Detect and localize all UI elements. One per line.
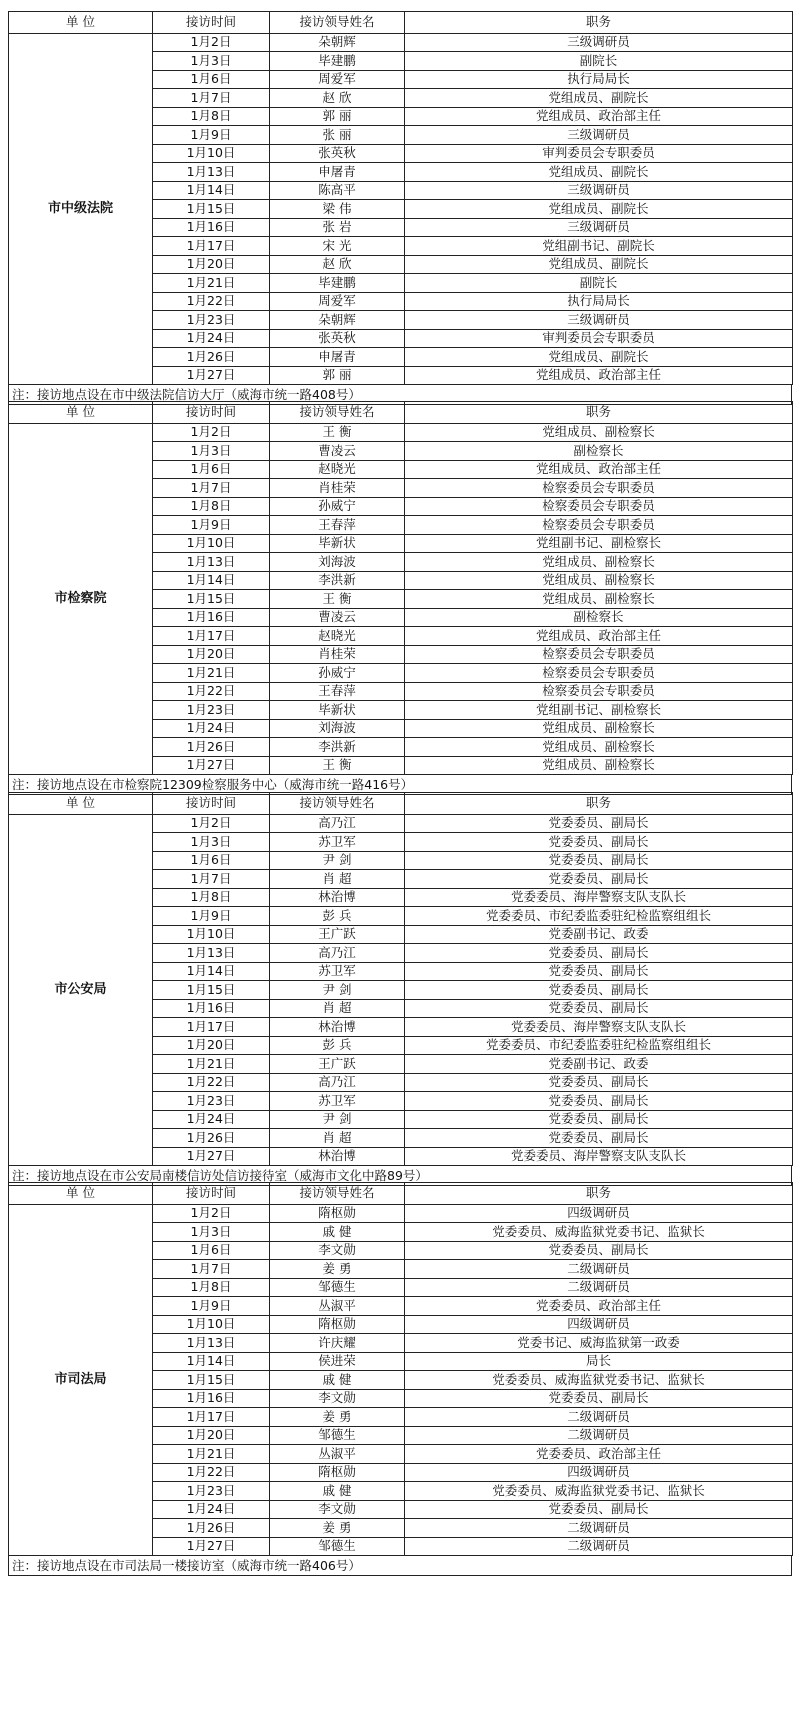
date-cell: 1月6日 xyxy=(153,851,270,870)
leader-name-cell: 赵晓光 xyxy=(270,460,405,479)
position-cell: 二级调研员 xyxy=(405,1278,793,1297)
position-cell: 副院长 xyxy=(405,52,793,71)
position-cell: 局长 xyxy=(405,1352,793,1371)
date-cell: 1月27日 xyxy=(153,366,270,385)
date-cell: 1月21日 xyxy=(153,1445,270,1464)
name-header: 接访领导姓名 xyxy=(270,793,405,815)
leader-name-cell: 赵 欣 xyxy=(270,89,405,108)
leader-name-cell: 林治博 xyxy=(270,1147,405,1166)
date-cell: 1月8日 xyxy=(153,497,270,516)
date-cell: 1月3日 xyxy=(153,442,270,461)
date-header: 接访时间 xyxy=(153,793,270,815)
position-cell: 检察委员会专职委员 xyxy=(405,479,793,498)
date-cell: 1月3日 xyxy=(153,1223,270,1242)
position-header: 职务 xyxy=(405,793,793,815)
leader-name-cell: 周爱军 xyxy=(270,292,405,311)
date-cell: 1月2日 xyxy=(153,33,270,52)
leader-name-cell: 王 衡 xyxy=(270,423,405,442)
date-cell: 1月3日 xyxy=(153,833,270,852)
position-cell: 党委副书记、政委 xyxy=(405,925,793,944)
section-justice-bureau xyxy=(8,1182,792,1576)
leader-name-cell: 隋枢勋 xyxy=(270,1204,405,1223)
date-cell: 1月23日 xyxy=(153,311,270,330)
leader-name-cell: 肖桂荣 xyxy=(270,645,405,664)
date-cell: 1月7日 xyxy=(153,870,270,889)
position-cell: 四级调研员 xyxy=(405,1315,793,1334)
position-cell: 党委委员、副局长 xyxy=(405,1110,793,1129)
leader-name-cell: 申屠青 xyxy=(270,163,405,182)
date-cell: 1月10日 xyxy=(153,534,270,553)
leader-name-cell: 肖 超 xyxy=(270,999,405,1018)
position-cell: 党组副书记、副检察长 xyxy=(405,534,793,553)
leader-name-cell: 丛淑平 xyxy=(270,1445,405,1464)
position-cell: 党委委员、市纪委监委驻纪检监察组组长 xyxy=(405,907,793,926)
leader-name-cell: 戚 健 xyxy=(270,1371,405,1390)
leader-name-cell: 王 衡 xyxy=(270,756,405,775)
table-row xyxy=(9,814,793,833)
date-cell: 1月14日 xyxy=(153,571,270,590)
leader-name-cell: 曹凌云 xyxy=(270,608,405,627)
leader-name-cell: 毕新状 xyxy=(270,701,405,720)
position-cell: 党组成员、政治部主任 xyxy=(405,107,793,126)
position-cell: 执行局局长 xyxy=(405,70,793,89)
leader-name-cell: 肖 超 xyxy=(270,870,405,889)
date-cell: 1月17日 xyxy=(153,627,270,646)
position-cell: 党委委员、副局长 xyxy=(405,1389,793,1408)
date-cell: 1月22日 xyxy=(153,292,270,311)
leader-name-cell: 曹凌云 xyxy=(270,442,405,461)
position-cell: 党委委员、副局长 xyxy=(405,833,793,852)
position-cell: 三级调研员 xyxy=(405,33,793,52)
position-cell: 党组成员、副检察长 xyxy=(405,756,793,775)
date-header: 接访时间 xyxy=(153,402,270,424)
date-cell: 1月17日 xyxy=(153,1408,270,1427)
position-cell: 党委委员、海岸警察支队支队长 xyxy=(405,1147,793,1166)
leader-name-cell: 彭 兵 xyxy=(270,1036,405,1055)
leader-name-cell: 申屠青 xyxy=(270,348,405,367)
leader-name-cell: 刘海波 xyxy=(270,553,405,572)
position-cell: 党委委员、副局长 xyxy=(405,851,793,870)
date-cell: 1月27日 xyxy=(153,1537,270,1556)
date-cell: 1月27日 xyxy=(153,1147,270,1166)
position-cell: 二级调研员 xyxy=(405,1426,793,1445)
leader-name-cell: 王 衡 xyxy=(270,590,405,609)
leader-name-cell: 赵晓光 xyxy=(270,627,405,646)
position-cell: 检察委员会专职委员 xyxy=(405,497,793,516)
name-header: 接访领导姓名 xyxy=(270,1183,405,1205)
position-cell: 党组成员、副检察长 xyxy=(405,571,793,590)
date-cell: 1月24日 xyxy=(153,1500,270,1519)
name-header: 接访领导姓名 xyxy=(270,12,405,34)
date-cell: 1月23日 xyxy=(153,1092,270,1111)
location-note: 注：接访地点设在市中级法院信访大厅（威海市统一路408号） xyxy=(8,385,792,405)
position-header: 职务 xyxy=(405,12,793,34)
date-cell: 1月26日 xyxy=(153,1519,270,1538)
leader-name-cell: 李文勋 xyxy=(270,1389,405,1408)
date-cell: 1月23日 xyxy=(153,1482,270,1501)
date-cell: 1月3日 xyxy=(153,52,270,71)
date-cell: 1月8日 xyxy=(153,107,270,126)
date-cell: 1月16日 xyxy=(153,999,270,1018)
leader-name-cell: 隋枢勋 xyxy=(270,1315,405,1334)
leader-name-cell: 姜 勇 xyxy=(270,1519,405,1538)
date-cell: 1月15日 xyxy=(153,590,270,609)
leader-name-cell: 尹 剑 xyxy=(270,981,405,1000)
date-cell: 1月13日 xyxy=(153,944,270,963)
date-cell: 1月13日 xyxy=(153,163,270,182)
date-cell: 1月2日 xyxy=(153,1204,270,1223)
header-row xyxy=(9,793,793,815)
schedule-table xyxy=(8,401,793,775)
position-cell: 三级调研员 xyxy=(405,218,793,237)
date-cell: 1月20日 xyxy=(153,645,270,664)
position-cell: 党组成员、副院长 xyxy=(405,89,793,108)
date-cell: 1月24日 xyxy=(153,719,270,738)
position-cell: 检察委员会专职委员 xyxy=(405,682,793,701)
position-cell: 党委委员、威海监狱党委书记、监狱长 xyxy=(405,1223,793,1242)
position-cell: 党委副书记、政委 xyxy=(405,1055,793,1074)
position-cell: 执行局局长 xyxy=(405,292,793,311)
date-cell: 1月6日 xyxy=(153,1241,270,1260)
date-cell: 1月10日 xyxy=(153,1315,270,1334)
position-cell: 党委委员、副局长 xyxy=(405,944,793,963)
leader-name-cell: 彭 兵 xyxy=(270,907,405,926)
position-cell: 三级调研员 xyxy=(405,311,793,330)
leader-name-cell: 邹德生 xyxy=(270,1537,405,1556)
header-row xyxy=(9,402,793,424)
position-cell: 党委委员、海岸警察支队支队长 xyxy=(405,888,793,907)
leader-name-cell: 邹德生 xyxy=(270,1278,405,1297)
position-cell: 二级调研员 xyxy=(405,1537,793,1556)
date-cell: 1月16日 xyxy=(153,1389,270,1408)
position-cell: 党委委员、威海监狱党委书记、监狱长 xyxy=(405,1482,793,1501)
position-cell: 党组成员、副院长 xyxy=(405,200,793,219)
position-cell: 副检察长 xyxy=(405,608,793,627)
date-cell: 1月2日 xyxy=(153,423,270,442)
schedule-table xyxy=(8,1182,793,1556)
date-cell: 1月2日 xyxy=(153,814,270,833)
date-cell: 1月20日 xyxy=(153,1426,270,1445)
leader-name-cell: 邹德生 xyxy=(270,1426,405,1445)
schedule-table xyxy=(8,11,793,385)
leader-name-cell: 尹 剑 xyxy=(270,851,405,870)
position-cell: 党组成员、政治部主任 xyxy=(405,366,793,385)
leader-name-cell: 毕新状 xyxy=(270,534,405,553)
position-cell: 审判委员会专职委员 xyxy=(405,329,793,348)
position-cell: 党组副书记、副院长 xyxy=(405,237,793,256)
header-row xyxy=(9,1183,793,1205)
date-cell: 1月21日 xyxy=(153,274,270,293)
position-cell: 党委委员、副局长 xyxy=(405,1092,793,1111)
position-cell: 党委委员、海岸警察支队支队长 xyxy=(405,1018,793,1037)
date-cell: 1月6日 xyxy=(153,460,270,479)
leader-name-cell: 高乃江 xyxy=(270,814,405,833)
leader-name-cell: 王广跃 xyxy=(270,1055,405,1074)
date-cell: 1月13日 xyxy=(153,1334,270,1353)
date-cell: 1月26日 xyxy=(153,1129,270,1148)
position-cell: 党委委员、副局长 xyxy=(405,1241,793,1260)
leader-name-cell: 张英秋 xyxy=(270,144,405,163)
date-cell: 1月24日 xyxy=(153,329,270,348)
unit-header: 单 位 xyxy=(9,12,153,34)
position-cell: 三级调研员 xyxy=(405,181,793,200)
section-intermediate-court xyxy=(8,11,792,405)
position-cell: 党委委员、副局长 xyxy=(405,1129,793,1148)
unit-name: 市司法局 xyxy=(9,1204,153,1556)
leader-name-cell: 朵朝辉 xyxy=(270,33,405,52)
position-cell: 党组成员、副检察长 xyxy=(405,553,793,572)
position-cell: 检察委员会专职委员 xyxy=(405,645,793,664)
name-header: 接访领导姓名 xyxy=(270,402,405,424)
position-cell: 党组成员、副检察长 xyxy=(405,719,793,738)
date-cell: 1月14日 xyxy=(153,1352,270,1371)
position-cell: 三级调研员 xyxy=(405,126,793,145)
date-cell: 1月17日 xyxy=(153,237,270,256)
location-note: 注：接访地点设在市司法局一楼接访室（威海市统一路406号） xyxy=(8,1556,792,1576)
position-cell: 党委委员、副局长 xyxy=(405,999,793,1018)
position-cell: 党组成员、副检察长 xyxy=(405,423,793,442)
date-header: 接访时间 xyxy=(153,12,270,34)
leader-name-cell: 郭 丽 xyxy=(270,366,405,385)
position-cell: 副院长 xyxy=(405,274,793,293)
leader-name-cell: 宋 光 xyxy=(270,237,405,256)
schedule-table xyxy=(8,792,793,1166)
position-cell: 党委委员、副局长 xyxy=(405,962,793,981)
position-cell: 党组成员、副院长 xyxy=(405,163,793,182)
leader-name-cell: 林治博 xyxy=(270,1018,405,1037)
leader-name-cell: 王广跃 xyxy=(270,925,405,944)
unit-name: 市检察院 xyxy=(9,423,153,775)
date-cell: 1月21日 xyxy=(153,664,270,683)
position-cell: 党组成员、副院长 xyxy=(405,255,793,274)
date-cell: 1月15日 xyxy=(153,981,270,1000)
leader-name-cell: 隋枢勋 xyxy=(270,1463,405,1482)
position-cell: 党委委员、政治部主任 xyxy=(405,1445,793,1464)
leader-name-cell: 苏卫军 xyxy=(270,1092,405,1111)
date-cell: 1月14日 xyxy=(153,181,270,200)
position-cell: 四级调研员 xyxy=(405,1463,793,1482)
position-header: 职务 xyxy=(405,402,793,424)
location-note: 注：接访地点设在市公安局南楼信访处信访接待室（威海市文化中路89号） xyxy=(8,1166,792,1186)
leader-name-cell: 张 岩 xyxy=(270,218,405,237)
leader-name-cell: 孙威宁 xyxy=(270,664,405,683)
date-cell: 1月13日 xyxy=(153,553,270,572)
unit-header: 单 位 xyxy=(9,1183,153,1205)
position-cell: 党组成员、副院长 xyxy=(405,348,793,367)
date-cell: 1月20日 xyxy=(153,1036,270,1055)
date-cell: 1月15日 xyxy=(153,1371,270,1390)
date-cell: 1月9日 xyxy=(153,516,270,535)
position-cell: 党委委员、副局长 xyxy=(405,814,793,833)
position-cell: 二级调研员 xyxy=(405,1519,793,1538)
date-cell: 1月26日 xyxy=(153,738,270,757)
date-cell: 1月16日 xyxy=(153,608,270,627)
leader-name-cell: 周爱军 xyxy=(270,70,405,89)
date-cell: 1月22日 xyxy=(153,1073,270,1092)
leader-name-cell: 肖桂荣 xyxy=(270,479,405,498)
date-cell: 1月10日 xyxy=(153,925,270,944)
date-cell: 1月22日 xyxy=(153,1463,270,1482)
leader-name-cell: 尹 剑 xyxy=(270,1110,405,1129)
leader-name-cell: 侯进荣 xyxy=(270,1352,405,1371)
date-cell: 1月7日 xyxy=(153,1260,270,1279)
date-cell: 1月9日 xyxy=(153,126,270,145)
date-cell: 1月7日 xyxy=(153,89,270,108)
table-row xyxy=(9,33,793,52)
date-cell: 1月15日 xyxy=(153,200,270,219)
leader-name-cell: 姜 勇 xyxy=(270,1260,405,1279)
leader-name-cell: 高乃江 xyxy=(270,944,405,963)
position-cell: 党委委员、副局长 xyxy=(405,1500,793,1519)
date-cell: 1月17日 xyxy=(153,1018,270,1037)
leader-name-cell: 梁 伟 xyxy=(270,200,405,219)
position-cell: 审判委员会专职委员 xyxy=(405,144,793,163)
date-cell: 1月8日 xyxy=(153,888,270,907)
position-cell: 党组成员、政治部主任 xyxy=(405,460,793,479)
leader-name-cell: 李文勋 xyxy=(270,1500,405,1519)
location-note: 注：接访地点设在市检察院12309检察服务中心（威海市统一路416号） xyxy=(8,775,792,795)
leader-name-cell: 许庆耀 xyxy=(270,1334,405,1353)
position-cell: 党委书记、威海监狱第一政委 xyxy=(405,1334,793,1353)
position-cell: 检察委员会专职委员 xyxy=(405,516,793,535)
date-cell: 1月9日 xyxy=(153,907,270,926)
leader-name-cell: 赵 欣 xyxy=(270,255,405,274)
leader-name-cell: 王春萍 xyxy=(270,516,405,535)
table-row xyxy=(9,423,793,442)
leader-name-cell: 林治博 xyxy=(270,888,405,907)
unit-header: 单 位 xyxy=(9,793,153,815)
section-procuratorate xyxy=(8,401,792,795)
position-cell: 党委委员、副局长 xyxy=(405,981,793,1000)
leader-name-cell: 陈高平 xyxy=(270,181,405,200)
position-cell: 党委委员、副局长 xyxy=(405,1073,793,1092)
position-cell: 党委委员、威海监狱党委书记、监狱长 xyxy=(405,1371,793,1390)
date-cell: 1月21日 xyxy=(153,1055,270,1074)
position-cell: 党组成员、副检察长 xyxy=(405,590,793,609)
position-cell: 党委委员、副局长 xyxy=(405,870,793,889)
unit-name: 市公安局 xyxy=(9,814,153,1166)
position-cell: 二级调研员 xyxy=(405,1260,793,1279)
leader-name-cell: 苏卫军 xyxy=(270,962,405,981)
section-public-security xyxy=(8,792,792,1186)
position-cell: 党委委员、市纪委监委驻纪检监察组组长 xyxy=(405,1036,793,1055)
date-cell: 1月26日 xyxy=(153,348,270,367)
leader-name-cell: 李洪新 xyxy=(270,571,405,590)
leader-name-cell: 戚 健 xyxy=(270,1482,405,1501)
position-cell: 二级调研员 xyxy=(405,1408,793,1427)
position-cell: 检察委员会专职委员 xyxy=(405,664,793,683)
leader-name-cell: 苏卫军 xyxy=(270,833,405,852)
leader-name-cell: 戚 健 xyxy=(270,1223,405,1242)
leader-name-cell: 肖 超 xyxy=(270,1129,405,1148)
date-cell: 1月24日 xyxy=(153,1110,270,1129)
leader-name-cell: 李文勋 xyxy=(270,1241,405,1260)
date-cell: 1月27日 xyxy=(153,756,270,775)
leader-name-cell: 毕建鹏 xyxy=(270,274,405,293)
position-cell: 副检察长 xyxy=(405,442,793,461)
leader-name-cell: 姜 勇 xyxy=(270,1408,405,1427)
date-cell: 1月20日 xyxy=(153,255,270,274)
leader-name-cell: 毕建鹏 xyxy=(270,52,405,71)
leader-name-cell: 王春萍 xyxy=(270,682,405,701)
position-cell: 四级调研员 xyxy=(405,1204,793,1223)
date-cell: 1月14日 xyxy=(153,962,270,981)
leader-name-cell: 高乃江 xyxy=(270,1073,405,1092)
position-header: 职务 xyxy=(405,1183,793,1205)
date-header: 接访时间 xyxy=(153,1183,270,1205)
date-cell: 1月10日 xyxy=(153,144,270,163)
date-cell: 1月9日 xyxy=(153,1297,270,1316)
unit-header: 单 位 xyxy=(9,402,153,424)
leader-name-cell: 孙威宁 xyxy=(270,497,405,516)
leader-name-cell: 李洪新 xyxy=(270,738,405,757)
date-cell: 1月8日 xyxy=(153,1278,270,1297)
leader-name-cell: 郭 丽 xyxy=(270,107,405,126)
date-cell: 1月23日 xyxy=(153,701,270,720)
leader-name-cell: 刘海波 xyxy=(270,719,405,738)
position-cell: 党组成员、政治部主任 xyxy=(405,627,793,646)
unit-name: 市中级法院 xyxy=(9,33,153,385)
header-row xyxy=(9,12,793,34)
position-cell: 党组副书记、副检察长 xyxy=(405,701,793,720)
position-cell: 党委委员、政治部主任 xyxy=(405,1297,793,1316)
leader-name-cell: 张英秋 xyxy=(270,329,405,348)
date-cell: 1月22日 xyxy=(153,682,270,701)
date-cell: 1月16日 xyxy=(153,218,270,237)
position-cell: 党组成员、副检察长 xyxy=(405,738,793,757)
date-cell: 1月7日 xyxy=(153,479,270,498)
leader-name-cell: 张 丽 xyxy=(270,126,405,145)
table-row xyxy=(9,1204,793,1223)
leader-name-cell: 朵朝辉 xyxy=(270,311,405,330)
date-cell: 1月6日 xyxy=(153,70,270,89)
leader-name-cell: 丛淑平 xyxy=(270,1297,405,1316)
